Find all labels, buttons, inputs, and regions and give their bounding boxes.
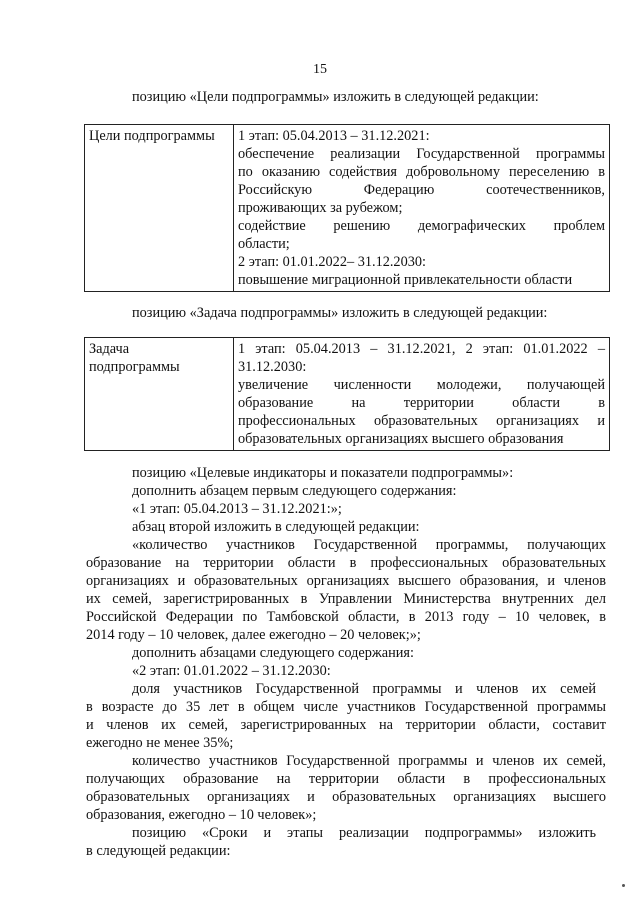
goals-line: проживающих за рубежом;: [238, 200, 403, 216]
goals-line: обеспечение реализации Государственной программы: [238, 146, 605, 162]
body-line: их семей, зарегистрированных в Управлении Министерства внутренних дел: [86, 591, 606, 607]
body-line: и членов их семей, зарегистрированных на территории области, составит: [86, 717, 606, 733]
body-line: образовательных организациях и образовательных организациях высшего: [86, 789, 606, 805]
body-line: «количество участников Государственной программы, получающих: [132, 537, 606, 553]
goals-content-cell: [234, 125, 610, 292]
task-line: 31.12.2030:: [238, 359, 307, 375]
goals-line: 2 этап: 01.01.2022– 31.12.2030:: [238, 254, 427, 270]
body-line: в возрасте до 35 лет в общем числе участников Государственной программы: [86, 699, 606, 715]
body-line: позицию «Целевые индикаторы и показатели подпрограммы»:: [132, 465, 514, 481]
goals-label-cell: [85, 125, 234, 292]
task-label: подпрограммы: [89, 359, 180, 375]
body-line: доля участников Государственной программы и членов их семей: [132, 681, 596, 697]
body-line: количество участников Государственной программы и членов их семей,: [132, 753, 606, 769]
goals-line: 1 этап: 05.04.2013 – 31.12.2021:: [238, 128, 430, 144]
task-line: 1 этап: 05.04.2013 – 31.12.2021, 2 этап: 01.01.2022 –: [238, 341, 605, 357]
body-line: дополнить абзацем первым следующего содержания:: [132, 483, 457, 499]
scan-dot: [622, 884, 625, 887]
body-line: ежегодно не менее 35%;: [86, 735, 234, 751]
goals-table: [84, 124, 610, 292]
body-line: «1 этап: 05.04.2013 – 31.12.2021:»;: [132, 501, 342, 517]
task-label: Задача: [89, 341, 130, 357]
body-line: абзац второй изложить в следующей редакции:: [132, 519, 420, 535]
intro-task: позицию «Задача подпрограммы» изложить в следующей редакции:: [132, 305, 548, 321]
body-line: организациях и образовательных организациях высшего образования, и членов: [86, 573, 606, 589]
task-content-cell: [234, 338, 610, 451]
task-line: увеличение численности молодежи, получающей: [238, 377, 605, 393]
body-line: образование на территории области в профессиональных образовательных: [86, 555, 606, 571]
body-line: 2014 году – 10 человек, далее ежегодно – 20 человек;»;: [86, 627, 421, 643]
task-line: образование на территории области в: [238, 395, 605, 411]
body-line: получающих образование на территории области в профессиональных: [86, 771, 606, 787]
goals-line: по оказанию содействия добровольному переселению в: [238, 164, 605, 180]
goals-line: содействие решению демографических проблем: [238, 218, 605, 234]
body-line: «2 этап: 01.01.2022 – 31.12.2030:: [132, 663, 331, 679]
page-number: 15: [313, 62, 327, 77]
intro-goals: позицию «Цели подпрограммы» изложить в следующей редакции:: [132, 89, 539, 105]
task-line: образовательных организациях высшего образования: [238, 431, 564, 447]
body-line: в следующей редакции:: [86, 843, 231, 859]
goals-line: повышение миграционной привлекательности области: [238, 272, 573, 288]
body-line: Российской Федерации по Тамбовской области, в 2013 году – 10 человек, в: [86, 609, 606, 625]
body-line: образования, ежегодно – 10 человек»;: [86, 807, 317, 823]
task-label-cell: [85, 338, 234, 451]
goals-line: Российскую Федерацию соотечественников,: [238, 182, 605, 198]
task-table: [84, 337, 610, 451]
body-line: дополнить абзацами следующего содержания:: [132, 645, 414, 661]
task-line: профессиональных образовательных организациях и: [238, 413, 605, 429]
body-line: позицию «Сроки и этапы реализации подпрограммы» изложить: [132, 825, 596, 841]
goals-line: области;: [238, 236, 290, 252]
goals-label: Цели подпрограммы: [89, 128, 215, 144]
